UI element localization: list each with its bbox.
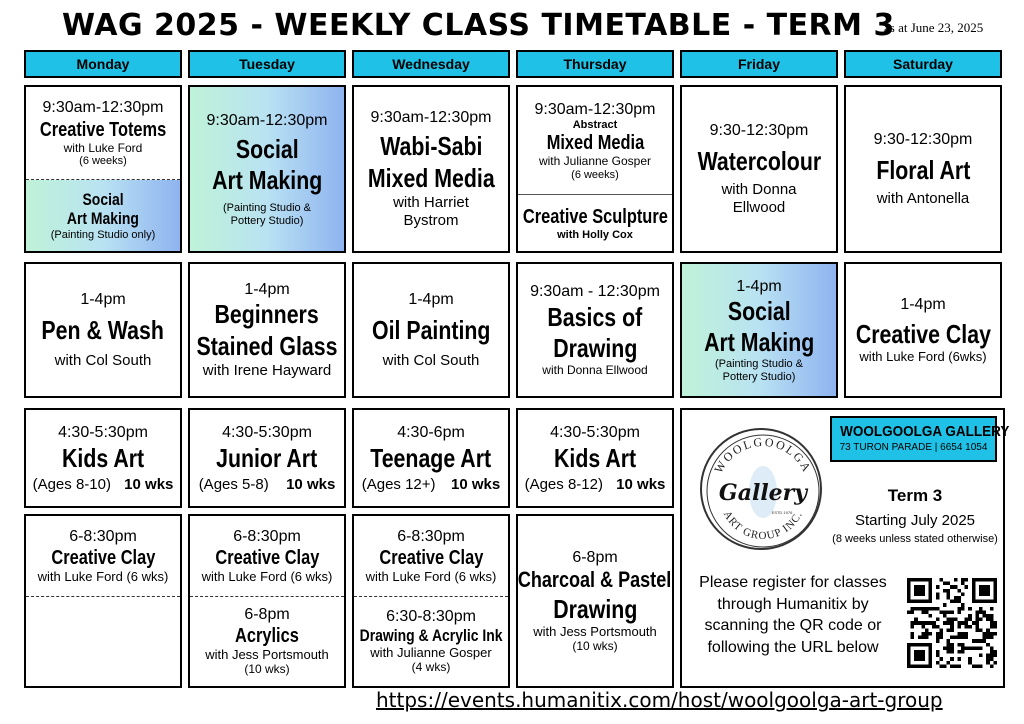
term-weeks-note: (8 weeks unless stated otherwise) [832,533,998,545]
class-time: 9:30-12:30pm [709,121,809,139]
class-tutor: with Luke Ford (6 wks) [37,569,169,585]
class-duration: (10 wks) [572,638,618,653]
class-duration: (6 weeks) [571,169,619,182]
class-cell-wed-night [352,514,510,688]
class-title-2: Social [82,189,124,209]
class-title: Oil Painting [371,315,491,345]
term-label: Term 3 [887,486,943,505]
class-location-b: Pottery Studio) [722,370,796,383]
class-time: 1-4pm [408,290,454,308]
class-weeks: 10 wks [616,475,666,493]
term-start: Starting July 2025 [854,512,976,529]
registration-link[interactable]: https://events.humanitix.com/host/woolgoolga-art-group [376,688,943,712]
class-title: Creative Clay [51,547,155,570]
class-location-b: Pottery Studio) [230,214,304,227]
class-time: 4:30-5:30pm [550,424,640,442]
class-tutor: with Col South [382,352,480,370]
class-cell-tue-afternoon [188,262,346,398]
gallery-logo [700,428,822,550]
class-duration-2: (4 wks) [411,659,451,674]
class-tutor: with Jess Portsmouth [533,624,657,640]
class-title: Kids Art [61,442,145,473]
class-title: Kids Art [553,442,637,473]
as-at-date: as at June 23, 2025 [884,20,984,35]
class-cell-mon-morning [24,85,182,253]
class-time: 9:30am-12:30pm [370,109,492,127]
day-header-saturday: Saturday [844,50,1002,78]
logo-bottom-text: ART GROUP INC. [720,508,806,543]
class-tutor: with Luke Ford (6 wks) [365,569,497,585]
class-title: Watercolour [697,146,821,176]
class-title: Social [727,295,791,326]
class-time: 4:30-6pm [397,424,465,442]
class-cell-thu-night [516,514,674,688]
class-title: Creative Clay [215,547,319,570]
class-title-b: Art Making [703,326,815,357]
day-header-friday: Friday [680,50,838,78]
class-title: Creative Clay [855,318,991,349]
class-cell-wed-morning [352,85,510,253]
class-cell-tue-morning [188,85,346,253]
class-time: 6-8pm [572,549,618,567]
logo-top-text: WOOLGOOLGA [711,434,815,476]
gallery-name: WOOLGOOLGA GALLERY [840,423,1010,440]
class-location: (Painting Studio & [222,202,312,215]
class-cell-mon-evening [24,408,182,508]
class-title-b: Stained Glass [196,330,338,361]
logo-script: Gallery [718,480,808,506]
class-cell-wed-evening [352,408,510,508]
class-title: Charcoal & Pastel [518,567,672,593]
class-title: Beginners [214,299,320,330]
class-tutor-b: Ellwood [732,199,786,217]
class-time: 9:30-12:30pm [873,130,973,148]
register-text: Please register for classes through Humanitix by scanning the QR code or following the URL below [699,574,887,656]
class-cell-thu-afternoon [516,262,674,398]
class-time: 9:30am - 12:30pm [530,283,660,301]
page-title: WAG 2025 - WEEKLY CLASS TIMETABLE - TERM 3 [62,8,895,43]
class-title-2: Creative Sculpture [522,205,668,228]
class-title: Creative Totems [39,118,167,141]
class-ages: (Ages 8-10) [32,475,111,493]
class-cell-wed-afternoon [352,262,510,398]
class-time: 1-4pm [736,277,782,295]
class-cell-sat-afternoon [844,262,1002,398]
class-title-2b: Art Making [66,209,140,229]
class-duration-2: (10 wks) [244,662,290,677]
class-time: 4:30-5:30pm [58,424,148,442]
day-header-monday: Monday [24,50,182,78]
class-tutor: with Harriet [393,193,469,211]
class-cell-tue-evening [188,408,346,508]
day-header-wednesday: Wednesday [352,50,510,78]
class-title: Mixed Media [546,132,644,155]
class-tutor-2: with Jess Portsmouth [205,647,329,663]
class-tutor: with Col South [54,352,152,370]
class-tutor: with Irene Hayward [202,361,332,379]
class-title-b: Drawing [552,332,638,363]
class-title: Creative Clay [379,547,483,570]
class-tutor: with Julianne Gosper [538,154,652,169]
class-tutor: with Luke Ford (6wks) [859,348,987,364]
class-time: 4:30-5:30pm [222,424,312,442]
class-time: 1-4pm [244,281,290,299]
class-title: Basics of [547,301,643,332]
class-tutor: with Donna Ellwood [542,362,648,377]
class-cell-thu-evening [516,408,674,508]
logo-est: ESTD 1976 [771,510,793,515]
class-title-2: Acrylics [235,625,299,648]
class-title: Wabi-Sabi [379,131,483,162]
class-weeks: 10 wks [124,475,174,493]
day-header-tuesday: Tuesday [188,50,346,78]
class-title-b: Drawing [552,593,638,624]
class-title: Floral Art [876,155,970,185]
gallery-address: 73 TURON PARADE | 6654 1054 [839,442,988,453]
class-time: 6-8:30pm [233,527,301,545]
class-title-2: Drawing & Acrylic Ink [359,626,503,646]
class-tutor-b: Bystrom [403,211,459,229]
class-cell-tue-night [188,514,346,688]
class-time: 9:30am-12:30pm [534,100,656,118]
class-prefix: Abstract [572,118,618,131]
class-title: Pen & Wash [41,315,165,345]
class-time: 9:30am-12:30pm [206,111,328,129]
class-time: 6-8:30pm [397,527,465,545]
class-time: 1-4pm [80,290,126,308]
class-cell-mon-night [24,514,182,688]
term-info [830,486,1000,545]
class-time: 1-4pm [900,296,946,314]
class-cell-fri-afternoon [680,262,838,398]
class-ages: (Ages 5-8) [198,475,269,493]
class-weeks: 10 wks [451,475,501,493]
class-time: 9:30am-12:30pm [42,99,164,117]
class-cell-fri-morning [680,85,838,253]
gallery-banner [830,416,1010,462]
class-ages: (Ages 8-12) [524,475,603,493]
class-title: Junior Art [216,442,318,473]
class-time-2: 6-8pm [244,606,290,624]
class-cell-thu-morning [516,85,674,253]
class-tutor: with Donna [721,181,797,199]
class-time: 6-8:30pm [69,527,137,545]
class-cell-sat-morning [844,85,1002,253]
class-tutor: with Luke Ford [63,140,143,155]
class-tutor-2: with Holly Cox [557,228,633,241]
class-title: Social [235,133,299,164]
class-ages: (Ages 12+) [361,475,436,493]
day-header-thursday: Thursday [516,50,674,78]
class-tutor: with Antonella [876,190,970,208]
class-location: (Painting Studio & [714,358,804,371]
class-time-2: 6:30-8:30pm [386,608,476,626]
class-location: (Painting Studio only) [50,228,156,241]
class-title-b: Art Making [211,164,323,195]
class-duration: (6 weeks) [79,155,127,168]
class-weeks: 10 wks [286,475,336,493]
class-tutor: with Luke Ford (6 wks) [201,569,333,585]
class-title-b: Mixed Media [367,162,495,193]
class-tutor-2: with Julianne Gosper [370,645,492,660]
class-title: Teenage Art [370,442,492,473]
class-cell-mon-afternoon [24,262,182,398]
qr-code-icon[interactable] [907,578,997,668]
